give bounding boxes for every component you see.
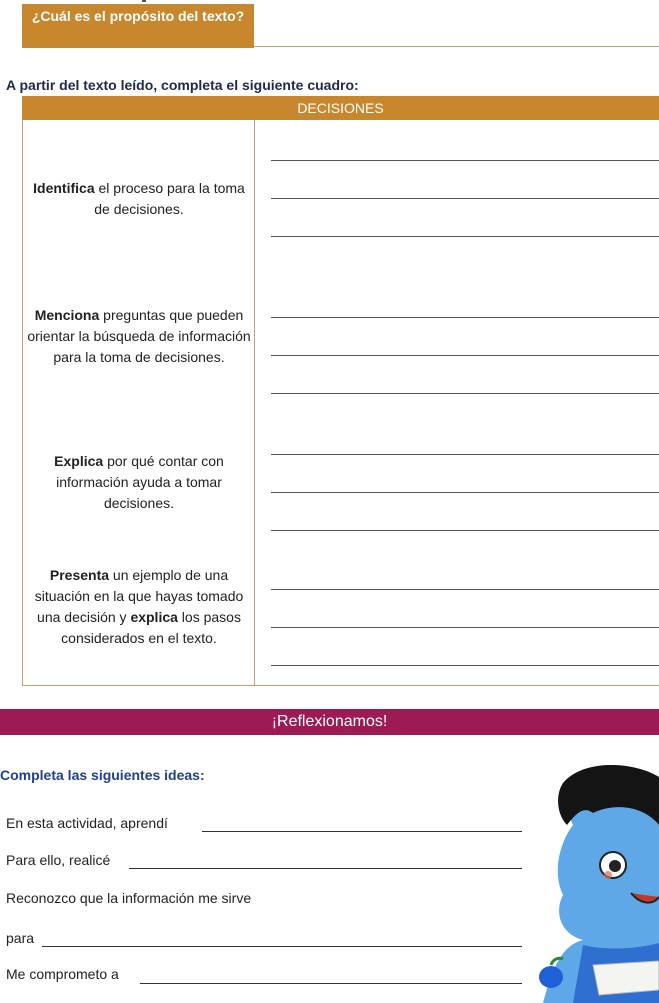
reflection-prompt-learned: En esta actividad, aprendí <box>6 815 168 831</box>
fill-line-for[interactable] <box>42 946 522 947</box>
table-row-explain-prompt <box>26 451 252 514</box>
answer-line[interactable] <box>271 530 659 531</box>
answer-line[interactable] <box>271 236 659 237</box>
fill-line-did[interactable] <box>129 868 522 869</box>
answer-line[interactable] <box>271 454 659 455</box>
prompt-verb: explica <box>130 609 178 625</box>
reflection-prompt-commit: Me comprometo a <box>6 966 119 982</box>
answer-line[interactable] <box>271 198 659 199</box>
top-dash-mark <box>142 0 146 2</box>
reflection-banner: ¡Reflexionamos! <box>0 709 659 735</box>
answer-line[interactable] <box>271 160 659 161</box>
answer-line[interactable] <box>271 355 659 356</box>
answer-line[interactable] <box>271 627 659 628</box>
reflection-prompt-for: para <box>6 930 35 946</box>
prompt-text: preguntas que pueden orientar la búsqueda de información para la toma de decisiones. <box>27 307 251 365</box>
purpose-answer-line[interactable] <box>254 46 659 47</box>
table-column-divider <box>254 120 255 686</box>
reflection-heading: Completa las siguientes ideas: <box>0 767 205 783</box>
fill-line-learned[interactable] <box>202 831 522 832</box>
answer-line[interactable] <box>271 393 659 394</box>
table-row-present-prompt <box>26 565 252 649</box>
answer-line[interactable] <box>271 317 659 318</box>
answer-line[interactable] <box>271 492 659 493</box>
table-instruction: A partir del texto leído, completa el siguiente cuadro: <box>6 77 359 93</box>
reflection-prompt-recognize: Reconozco que la información me sirve <box>6 890 252 906</box>
table-row-mention-prompt <box>26 305 252 368</box>
prompt-verb: Explica <box>54 453 104 469</box>
decisions-table-header: DECISIONES <box>22 96 659 120</box>
answer-line[interactable] <box>271 589 659 590</box>
prompt-verb: Menciona <box>34 307 100 323</box>
prompt-text: un ejemplo de una situación en la que hayas tomado una decisión y <box>34 567 244 625</box>
prompt-verb: Identifica <box>33 180 95 196</box>
table-row-identify-prompt <box>26 178 252 220</box>
reflection-prompt-did: Para ello, realicé <box>6 852 111 868</box>
purpose-question-label: ¿Cuál es el propósito del texto? <box>22 4 254 48</box>
answer-line[interactable] <box>271 665 659 666</box>
prompt-text: el proceso para la toma de decisiones. <box>94 180 245 217</box>
prompt-text: por qué contar con información ayuda a tomar decisiones. <box>56 453 224 511</box>
prompt-verb: Presenta <box>49 567 110 583</box>
fill-line-commit[interactable] <box>140 983 522 984</box>
prompt-text: los pasos considerados en el texto. <box>61 609 241 646</box>
student-illustration <box>523 765 659 1003</box>
